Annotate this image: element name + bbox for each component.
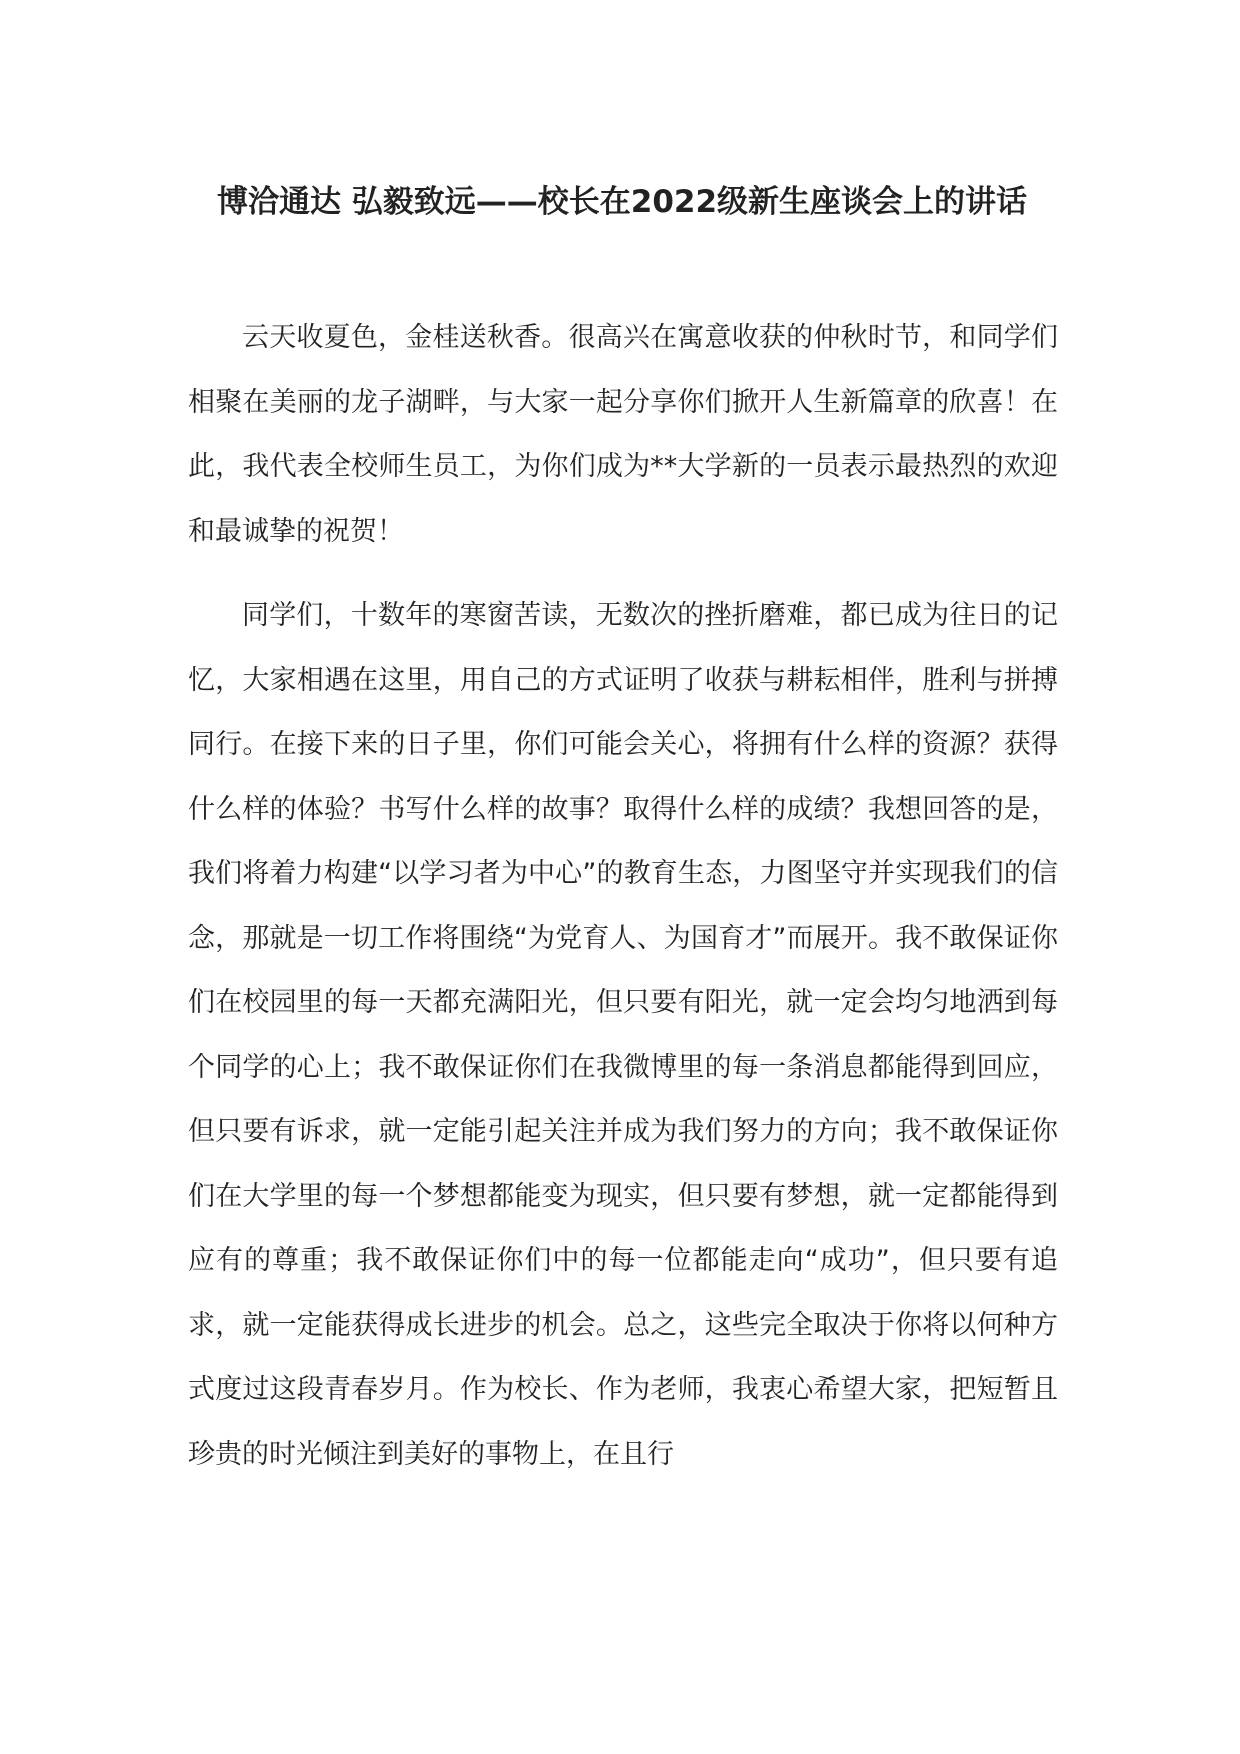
paragraph-1: 云天收夏色，金桂送秋香。很高兴在寓意收获的仲秋时节，和同学们相聚在美丽的龙子湖畔，与大家一起分享你们掀开人生新篇章的欣喜！在此，我代表全校师生员工，为你们成为**大学新的一员表示最热烈的欢迎和最诚挚的祝贺！ [188,322,1058,547]
document-body [188,306,1058,1487]
paragraph-2: 同学们，十数年的寒窗苦读，无数次的挫折磨难，都已成为往日的记忆，大家相遇在这里，用自己的方式证明了收获与耕耘相伴，胜利与拼搏同行。在接下来的日子里，你们可能会关心，将拥有什么样的资源？获得什么样的体验？书写什么样的故事？取得什么样的成绩？我想回答的是，我们将着力构建“以学习者为中心”的教育生态，力图坚守并实现我们的信念，那就是一切工作将围绕“为党育人、为国育才”而展开。我不敢保证你们在校园里的每一天都充满阳光，但只要有阳光，就一定会均匀地洒到每个同学的心上；我不敢保证你们在我微博里的每一条消息都能得到回应，但只要有诉求，就一定能引起关注并成为我们努力的方向；我不敢保证你们在大学里的每一个梦想都能变为现实，但只要有梦想，就一定都能得到应有的尊重；我不敢保证你们中的每一位都能走向“成功”，但只要有追求，就一定能获得成长进步的机会。总之，这些完全取决于你将以何种方式度过这段青春岁月。作为校长、作为老师，我衷心希望大家，把短暂且珍贵的时光倾注到美好的事物上，在且行 [188,600,1058,1470]
document-title: 博洽通达 弘毅致远——校长在2022级新生座谈会上的讲话 [216,184,1028,220]
